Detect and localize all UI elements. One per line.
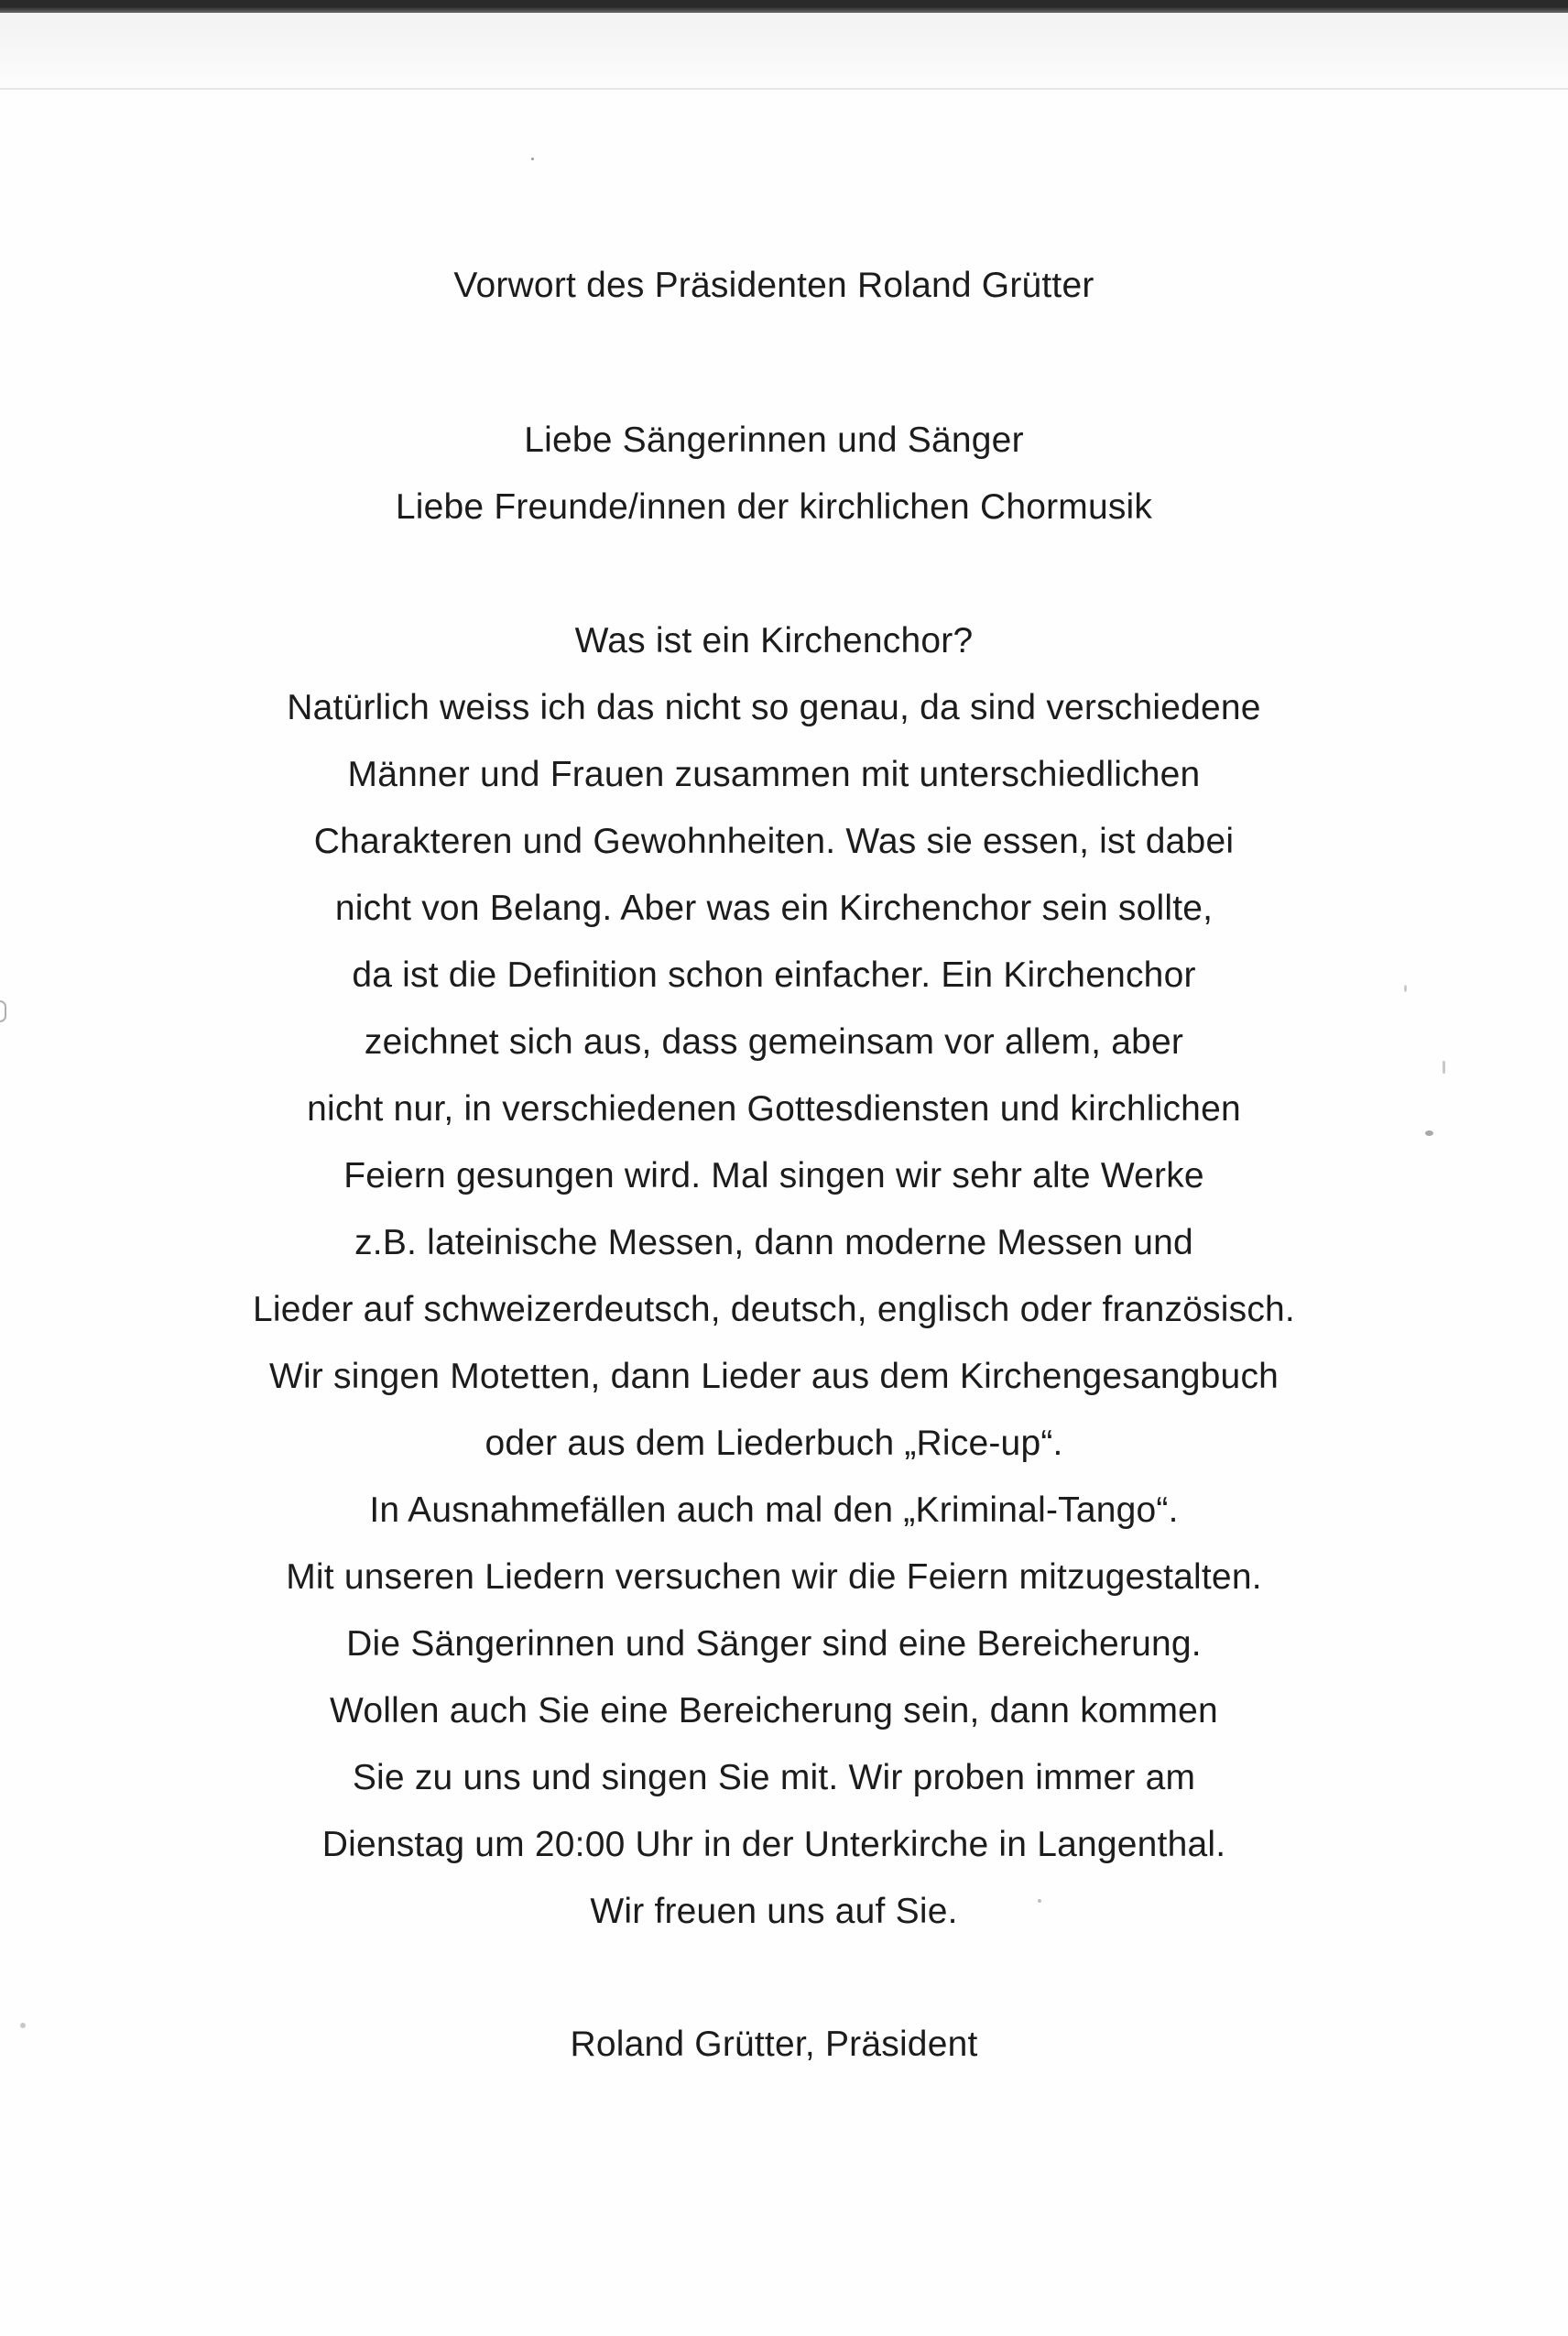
body-line: Wollen auch Sie eine Bereicherung sein, dann kommen bbox=[330, 1691, 1218, 1730]
body-line: nicht von Belang. Aber was ein Kirchenchor sein sollte, bbox=[334, 889, 1214, 928]
body-line: nicht nur, in verschiedenen Gottesdiensten und kirchlichen bbox=[307, 1089, 1241, 1129]
body-line: Lieder auf schweizerdeutsch, deutsch, englisch oder französisch. bbox=[253, 1290, 1295, 1329]
body-line: In Ausnahmefällen auch mal den „Kriminal-Tango“. bbox=[369, 1490, 1179, 1530]
body-line: Feiern gesungen wird. Mal singen wir sehr alte Werke bbox=[343, 1156, 1204, 1195]
body-line: zeichnet sich aus, dass gemeinsam vor allem, aber bbox=[364, 1022, 1184, 1062]
paper-speck bbox=[20, 2023, 26, 2028]
body-line: Sie zu uns und singen Sie mit. Wir proben immer am bbox=[352, 1758, 1196, 1797]
signature: Roland Grütter, Präsident bbox=[570, 2025, 978, 2064]
paper-speck bbox=[531, 158, 534, 160]
body-line: Wir singen Motetten, dann Lieder aus dem Kirchengesangbuch bbox=[268, 1357, 1279, 1396]
paper-speck bbox=[1425, 1130, 1433, 1136]
body-line: oder aus dem Liederbuch „Rice-up“. bbox=[485, 1424, 1063, 1463]
body-line: Die Sängerinnen und Sänger sind eine Bereicherung. bbox=[346, 1624, 1202, 1664]
body-line: Natürlich weiss ich das nicht so genau, da sind verschiedene bbox=[287, 688, 1261, 727]
body-line: da ist die Definition schon einfacher. Ein Kirchenchor bbox=[352, 955, 1196, 995]
body-line: z.B. lateinische Messen, dann moderne Messen und bbox=[354, 1223, 1193, 1262]
page-title: Vorwort des Präsidenten Roland Grütter bbox=[453, 266, 1094, 305]
body-line: Was ist ein Kirchenchor? bbox=[574, 621, 974, 660]
body-line: Wir freuen uns auf Sie. bbox=[590, 1892, 958, 1931]
scan-background-band bbox=[0, 13, 1568, 90]
greeting-line: Liebe Sängerinnen und Sänger bbox=[524, 420, 1024, 460]
paper-speck bbox=[0, 1000, 6, 1022]
body-line: Männer und Frauen zusammen mit unterschiedlichen bbox=[347, 755, 1201, 794]
body-line: Dienstag um 20:00 Uhr in der Unterkirche in Langenthal. bbox=[321, 1825, 1226, 1864]
paper-speck bbox=[1443, 1061, 1445, 1074]
scan-top-edge bbox=[0, 0, 1568, 13]
body-line: Mit unseren Liedern versuchen wir die Feiern mitzugestalten. bbox=[286, 1557, 1262, 1597]
body-line: Charakteren und Gewohnheiten. Was sie essen, ist dabei bbox=[313, 822, 1235, 861]
greeting-line: Liebe Freunde/innen der kirchlichen Chormusik bbox=[395, 487, 1153, 527]
